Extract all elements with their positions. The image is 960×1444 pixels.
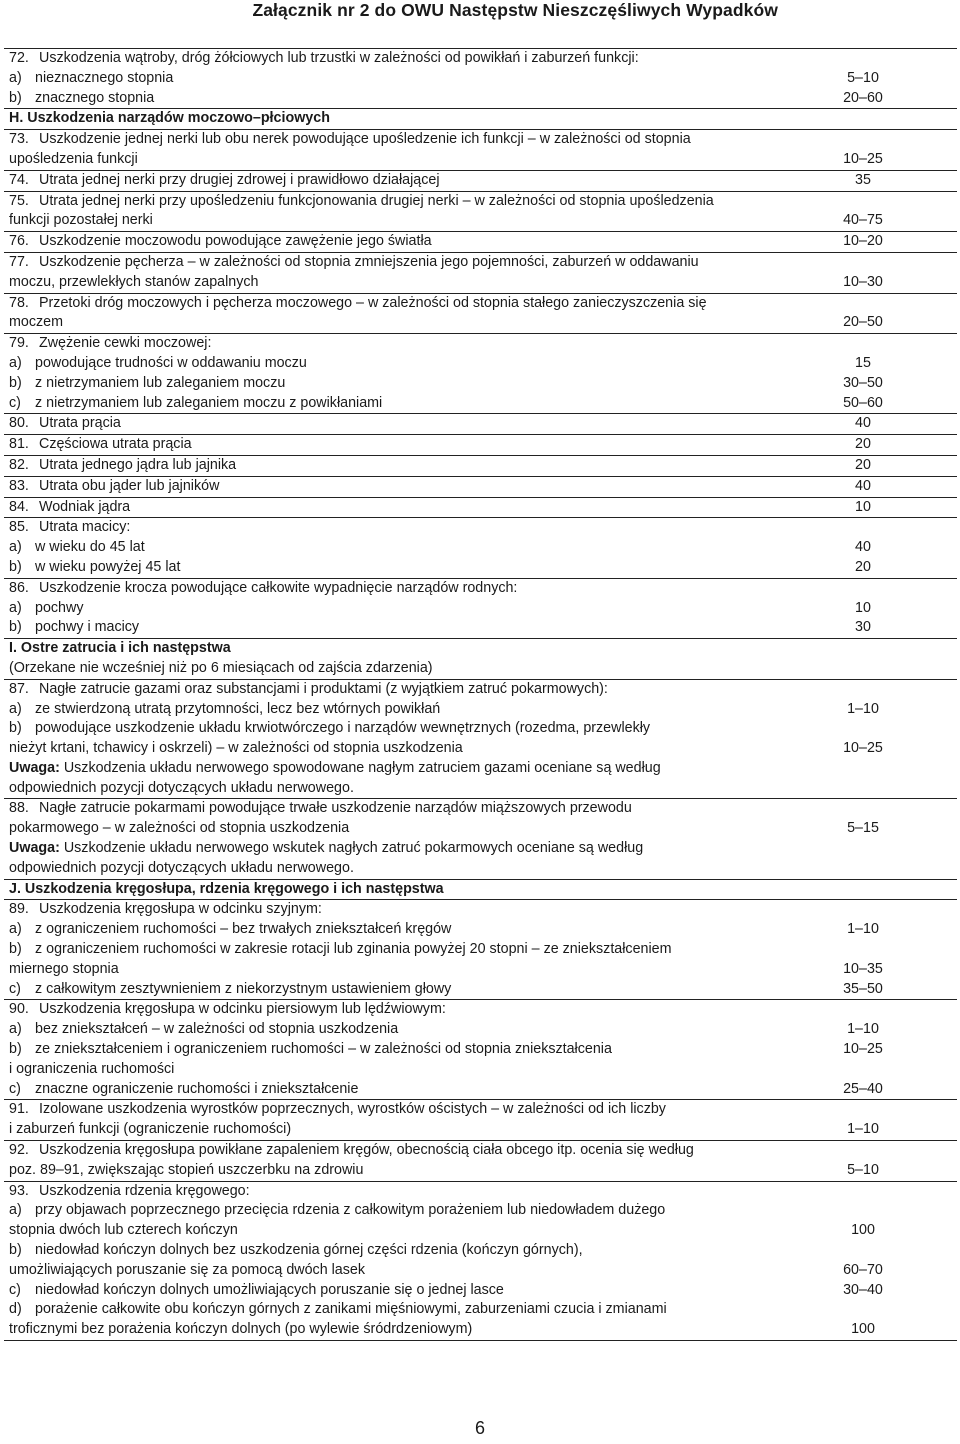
- table-row: [4, 192, 957, 233]
- sub-letter: a): [9, 700, 22, 717]
- entry-line: [4, 414, 957, 434]
- entry-line: [4, 618, 957, 638]
- entry-line: [4, 1100, 957, 1120]
- severity-value: 10: [855, 599, 871, 616]
- sub-letter: c): [9, 980, 21, 997]
- sub-letter: c): [9, 1281, 21, 1298]
- severity-value: 1–10: [847, 1121, 879, 1138]
- sub-letter: c): [9, 394, 21, 411]
- item-text: Utrata macicy:: [39, 519, 131, 536]
- table-row: [4, 232, 957, 253]
- entry-line: [4, 1261, 957, 1281]
- entry-line: [4, 920, 957, 940]
- item-text: Utrata obu jąder lub jajników: [39, 477, 220, 494]
- item-text: pokarmowego – w zależności od stopnia uszkodzenia: [9, 820, 350, 837]
- sub-letter: a): [9, 69, 22, 86]
- table-row: [4, 477, 957, 498]
- severity-value: 100: [851, 1222, 875, 1239]
- item-text: Uszkodzenia rdzenia kręgowego:: [39, 1182, 250, 1199]
- table-row: [4, 334, 957, 414]
- entry-line: [4, 599, 957, 619]
- page-number: 6: [474, 1418, 485, 1438]
- entry-line: [4, 819, 957, 839]
- entry-line: [4, 253, 957, 273]
- entry-line: [4, 130, 957, 150]
- entry-line: [4, 49, 957, 69]
- item-number: 75.: [9, 192, 29, 209]
- severity-value: 40: [855, 539, 871, 556]
- item-number: 81.: [9, 436, 29, 453]
- section-heading: I. Ostre zatrucia i ich następstwa: [9, 640, 231, 657]
- entry-line: [4, 232, 957, 252]
- item-text: moczu, przewlekłych stanów zapalnych: [9, 273, 259, 290]
- entry-line: [4, 1221, 957, 1241]
- note-line: [4, 759, 957, 779]
- sub-text: znaczne ograniczenie ruchomości i zniekształcenie: [35, 1080, 359, 1097]
- entry-line: [4, 1241, 957, 1261]
- table-row: [4, 171, 957, 192]
- severity-value: 35–50: [843, 980, 883, 997]
- entry-line: [4, 273, 957, 293]
- severity-value: 30: [855, 619, 871, 636]
- table-row: [4, 1182, 957, 1341]
- sub-text: nieznacznego stopnia: [35, 69, 174, 86]
- item-text: Uszkodzenia kręgosłupa w odcinku szyjnym:: [39, 901, 322, 918]
- item-text: Uszkodzenia wątroby, dróg żółciowych lub trzustki w zależności od powikłań i zaburzeń funkcji:: [39, 50, 639, 66]
- severity-value: 60–70: [843, 1261, 883, 1278]
- section-heading: J. Uszkodzenia kręgosłupa, rdzenia kręgowego i ich następstwa: [9, 880, 444, 897]
- item-text: Izolowane uszkodzenia wyrostków poprzecznych, wyrostków ościstych – w zależności od ich liczby: [39, 1101, 666, 1118]
- table-row: [4, 880, 957, 901]
- item-number: 76.: [9, 233, 29, 250]
- sub-text: z ograniczeniem ruchomości – bez trwałych zniekształceń kręgów: [35, 921, 452, 938]
- severity-value: 1–10: [847, 921, 879, 938]
- item-text: Uszkodzenie pęcherza – w zależności od stopnia zmniejszenia jego pojemności, zaburzeń w oddawaniu: [39, 253, 699, 270]
- entry-line: [4, 719, 957, 739]
- severity-value: 20–60: [843, 89, 883, 106]
- sub-letter: a): [9, 354, 22, 371]
- item-number: 77.: [9, 253, 29, 270]
- severity-value: 30–40: [843, 1281, 883, 1298]
- sub-letter: a): [9, 539, 22, 556]
- sub-letter: d): [9, 1301, 22, 1318]
- entry-line: [4, 456, 957, 476]
- entry-line: [4, 1000, 957, 1020]
- sub-text: przy objawach poprzecznego przecięcia rdzenia z całkowitym porażeniem lub niedowładem dużego: [35, 1202, 666, 1219]
- sub-letter: a): [9, 599, 22, 616]
- entry-line: [4, 211, 957, 231]
- item-text: i zaburzeń funkcji (ograniczenie ruchomości): [9, 1121, 292, 1138]
- entry-line: [4, 1320, 957, 1340]
- item-number: 92.: [9, 1142, 29, 1159]
- sub-text: ze zniekształceniem i ograniczeniem ruchomości – w zależności od stopnia zniekształcenia: [35, 1041, 612, 1058]
- section-heading: H. Uszkodzenia narządów moczowo–płciowych: [9, 110, 330, 127]
- severity-value: 20: [855, 456, 871, 473]
- entry-line: [4, 1120, 957, 1140]
- entry-line: [4, 700, 957, 720]
- entry-line: [4, 313, 957, 333]
- item-text: Przetoki dróg moczowych i pęcherza moczowego – w zależności od stopnia stałego zanieczyszczenia się: [39, 294, 707, 311]
- entry-line: [4, 1300, 957, 1320]
- item-number: 85.: [9, 519, 29, 536]
- severity-value: 10–35: [843, 960, 883, 977]
- note-label: Uwaga:: [9, 840, 60, 857]
- table-row: [4, 414, 957, 435]
- entry-line: [4, 518, 957, 538]
- severity-value: 10–25: [843, 150, 883, 167]
- severity-value: 1–10: [847, 700, 879, 717]
- entry-line: [4, 1141, 957, 1161]
- note-label: Uwaga:: [9, 759, 60, 776]
- sub-text: powodujące trudności w oddawaniu moczu: [35, 354, 307, 371]
- table-row: [4, 109, 957, 130]
- entry-line: [4, 799, 957, 819]
- table-row: [4, 456, 957, 477]
- table-row: [4, 1000, 957, 1100]
- item-text: Uszkodzenie krocza powodujące całkowite wypadnięcie narządów rodnych:: [39, 579, 518, 596]
- severity-value: 40: [855, 477, 871, 494]
- item-text: Nagłe zatrucie pokarmami powodujące trwałe uszkodzenie narządów miąższowych przewodu: [39, 800, 632, 817]
- table-row: [4, 518, 957, 578]
- note-text-cont: odpowiednich pozycji dotyczących układu nerwowego.: [9, 859, 354, 876]
- sub-text: znacznego stopnia: [35, 89, 155, 106]
- entry-line: [4, 680, 957, 700]
- severity-value: 10–20: [843, 233, 883, 250]
- entry-line: [4, 579, 957, 599]
- item-number: 84.: [9, 498, 29, 515]
- entry-line: [4, 1281, 957, 1301]
- sub-letter: b): [9, 1041, 22, 1058]
- sub-text-cont: troficznymi bez porażenia kończyn dolnych (po wylewie śródrdzeniowym): [9, 1321, 473, 1338]
- item-number: 72.: [9, 50, 29, 66]
- table-row: [4, 498, 957, 519]
- entry-line: [4, 334, 957, 354]
- header-title: Załącznik nr 2 do OWU Następstw Nieszczęśliwych Wypadków: [252, 0, 778, 20]
- entry-line: [4, 69, 957, 89]
- severity-value: 10–25: [843, 1041, 883, 1058]
- sub-letter: b): [9, 720, 22, 737]
- entry-line: [4, 294, 957, 314]
- item-text: Utrata jednej nerki przy upośledzeniu funkcjonowania drugiej nerki – w zależności od stopnia upośledzenia: [39, 192, 714, 209]
- item-text: Uszkodzenie jednej nerki lub obu nerek powodujące upośledzenie ich funkcji – w zależności od stopnia: [39, 131, 691, 148]
- entry-line: [4, 980, 957, 1000]
- severity-value: 30–50: [843, 374, 883, 391]
- table-row: [4, 49, 957, 109]
- severity-value: 35: [855, 171, 871, 188]
- entry-line: [4, 960, 957, 980]
- item-number: 91.: [9, 1101, 29, 1118]
- item-text: Zwężenie cewki moczowej:: [39, 335, 212, 352]
- item-number: 88.: [9, 800, 29, 817]
- entry-line: [4, 150, 957, 170]
- table-row: [4, 799, 957, 879]
- severity-value: 50–60: [843, 394, 883, 411]
- sub-text-cont: umożliwiających poruszanie się za pomocą dwóch lasek: [9, 1261, 366, 1278]
- entry-line: [4, 394, 957, 414]
- item-text: poz. 89–91, zwiększając stopień uszczerbku na zdrowiu: [9, 1161, 364, 1178]
- sub-letter: b): [9, 619, 22, 636]
- table-row: [4, 1100, 957, 1141]
- sub-text: z nietrzymaniem lub zaleganiem moczu z powikłaniami: [35, 394, 383, 411]
- page-header: [0, 0, 960, 30]
- entry-line: [4, 1040, 957, 1060]
- table-row: [4, 639, 957, 680]
- severity-value: 5–10: [847, 69, 879, 86]
- table-row: [4, 294, 957, 335]
- entry-line: [4, 435, 957, 455]
- entry-line: [4, 1182, 957, 1202]
- entry-line: [4, 1060, 957, 1080]
- item-number: 90.: [9, 1001, 29, 1018]
- severity-value: 20–50: [843, 314, 883, 331]
- entry-line: [4, 940, 957, 960]
- sub-letter: a): [9, 921, 22, 938]
- sub-letter: b): [9, 374, 22, 391]
- item-number: 86.: [9, 579, 29, 596]
- sub-letter: a): [9, 1021, 22, 1038]
- item-number: 89.: [9, 901, 29, 918]
- item-text: Uszkodzenie moczowodu powodujące zawężenie jego światła: [39, 233, 432, 250]
- item-text: Częściowa utrata prącia: [39, 436, 192, 453]
- item-text: Wodniak jądra: [39, 498, 131, 515]
- table-row: [4, 1141, 957, 1182]
- table-row: [4, 435, 957, 456]
- severity-value: 5–10: [847, 1161, 879, 1178]
- table-row: [4, 130, 957, 171]
- item-number: 80.: [9, 415, 29, 432]
- item-text: Utrata jednego jądra lub jajnika: [39, 456, 237, 473]
- severity-value: 40–75: [843, 212, 883, 229]
- sub-letter: b): [9, 1242, 22, 1259]
- item-number: 74.: [9, 171, 29, 188]
- severity-value: 15: [855, 354, 871, 371]
- item-text: Nagłe zatrucie gazami oraz substancjami i produktami (z wyjątkiem zatruć pokarmowych):: [39, 680, 608, 697]
- severity-value: 1–10: [847, 1021, 879, 1038]
- sub-text: z całkowitym zesztywnieniem z niekorzystnym ustawieniem głowy: [35, 980, 452, 997]
- severity-value: 10–30: [843, 273, 883, 290]
- sub-letter: b): [9, 89, 22, 106]
- entry-line: [4, 374, 957, 394]
- sub-text: w wieku do 45 lat: [35, 539, 145, 556]
- sub-text-cont: nieżyt krtani, tchawicy i oskrzeli) – w zależności od stopnia uszkodzenia: [9, 740, 463, 757]
- sub-text-cont: stopnia dwóch lub czterech kończyn: [9, 1222, 238, 1239]
- sub-letter: c): [9, 1080, 21, 1097]
- sub-text: powodujące uszkodzenie układu krwiotwórczego i narządów wewnętrznych (rozedma, przewlekły: [35, 720, 651, 737]
- item-text: Utrata prącia: [39, 415, 121, 432]
- section-note: (Orzekane nie wcześniej niż po 6 miesiącach od zajścia zdarzenia): [9, 659, 433, 676]
- severity-value: 20: [855, 436, 871, 453]
- sub-text: pochwy: [35, 599, 84, 616]
- injury-table: [4, 48, 957, 1341]
- sub-text: z ograniczeniem ruchomości w zakresie rotacji lub zginania powyżej 20 stopni – ze zniekształceniem: [35, 941, 672, 958]
- sub-text: ze stwierdzoną utratą przytomności, lecz bez wtórnych powikłań: [35, 700, 441, 717]
- sub-text-cont: i ograniczenia ruchomości: [9, 1060, 175, 1077]
- sub-text: niedowład kończyn dolnych bez uszkodzenia górnej części rdzenia (kończyn górnych),: [35, 1242, 583, 1259]
- item-text: Uszkodzenia kręgosłupa w odcinku piersiowym lub lędźwiowym:: [39, 1001, 446, 1018]
- item-text: upośledzenia funkcji: [9, 150, 138, 167]
- entry-line: [4, 739, 957, 759]
- table-row: [4, 253, 957, 294]
- severity-value: 25–40: [843, 1080, 883, 1097]
- sub-text: niedowład kończyn dolnych umożliwiających poruszanie się o jednej lasce: [35, 1281, 504, 1298]
- note-line: [4, 839, 957, 859]
- entry-line: [4, 354, 957, 374]
- item-number: 83.: [9, 477, 29, 494]
- item-number: 82.: [9, 456, 29, 473]
- entry-line: [4, 538, 957, 558]
- table-row: [4, 680, 957, 800]
- item-number: 93.: [9, 1182, 29, 1199]
- table-row: [4, 579, 957, 639]
- entry-line: [4, 498, 957, 518]
- entry-line: [4, 192, 957, 212]
- entry-line: [4, 1020, 957, 1040]
- entry-line: [4, 89, 957, 109]
- sub-letter: b): [9, 558, 22, 575]
- entry-line: [4, 1161, 957, 1181]
- note-text: Uszkodzenia układu nerwowego spowodowane nagłym zatruciem gazami oceniane są według: [63, 759, 661, 776]
- note-text: Uszkodzenie układu nerwowego wskutek nagłych zatruć pokarmowych oceniane są według: [63, 840, 644, 857]
- item-number: 87.: [9, 680, 29, 697]
- sub-text: porażenie całkowite obu kończyn górnych z zanikami mięśniowymi, zaburzeniami czucia i zmianami: [35, 1301, 667, 1318]
- item-text: Utrata jednej nerki przy drugiej zdrowej i prawidłowo działającej: [39, 171, 440, 188]
- sub-text: bez zniekształceń – w zależności od stopnia uszkodzenia: [35, 1021, 399, 1038]
- severity-value: 10–25: [843, 740, 883, 757]
- entry-line: [4, 558, 957, 578]
- table-row: [4, 900, 957, 1000]
- entry-line: [4, 900, 957, 920]
- severity-value: 100: [851, 1321, 875, 1338]
- item-text: Uszkodzenia kręgosłupa powikłane zapaleniem kręgów, obecnością ciała obcego itp. ocenia się według: [39, 1142, 694, 1159]
- sub-text-cont: miernego stopnia: [9, 960, 119, 977]
- entry-line: [4, 477, 957, 497]
- severity-value: 10: [855, 498, 871, 515]
- note-text-cont: odpowiednich pozycji dotyczących układu nerwowego.: [9, 779, 354, 796]
- entry-line: [4, 1201, 957, 1221]
- sub-letter: b): [9, 941, 22, 958]
- item-number: 79.: [9, 335, 29, 352]
- entry-line: [4, 171, 957, 191]
- sub-text: z nietrzymaniem lub zaleganiem moczu: [35, 374, 286, 391]
- sub-text: pochwy i macicy: [35, 619, 140, 636]
- item-number: 73.: [9, 131, 29, 148]
- severity-value: 40: [855, 415, 871, 432]
- item-number: 78.: [9, 294, 29, 311]
- sub-letter: a): [9, 1202, 22, 1219]
- item-text: funkcji pozostałej nerki: [9, 212, 153, 229]
- entry-line: [4, 1080, 957, 1100]
- sub-text: w wieku powyżej 45 lat: [35, 558, 181, 575]
- item-text: moczem: [9, 314, 64, 331]
- severity-value: 20: [855, 558, 871, 575]
- severity-value: 5–15: [847, 820, 879, 837]
